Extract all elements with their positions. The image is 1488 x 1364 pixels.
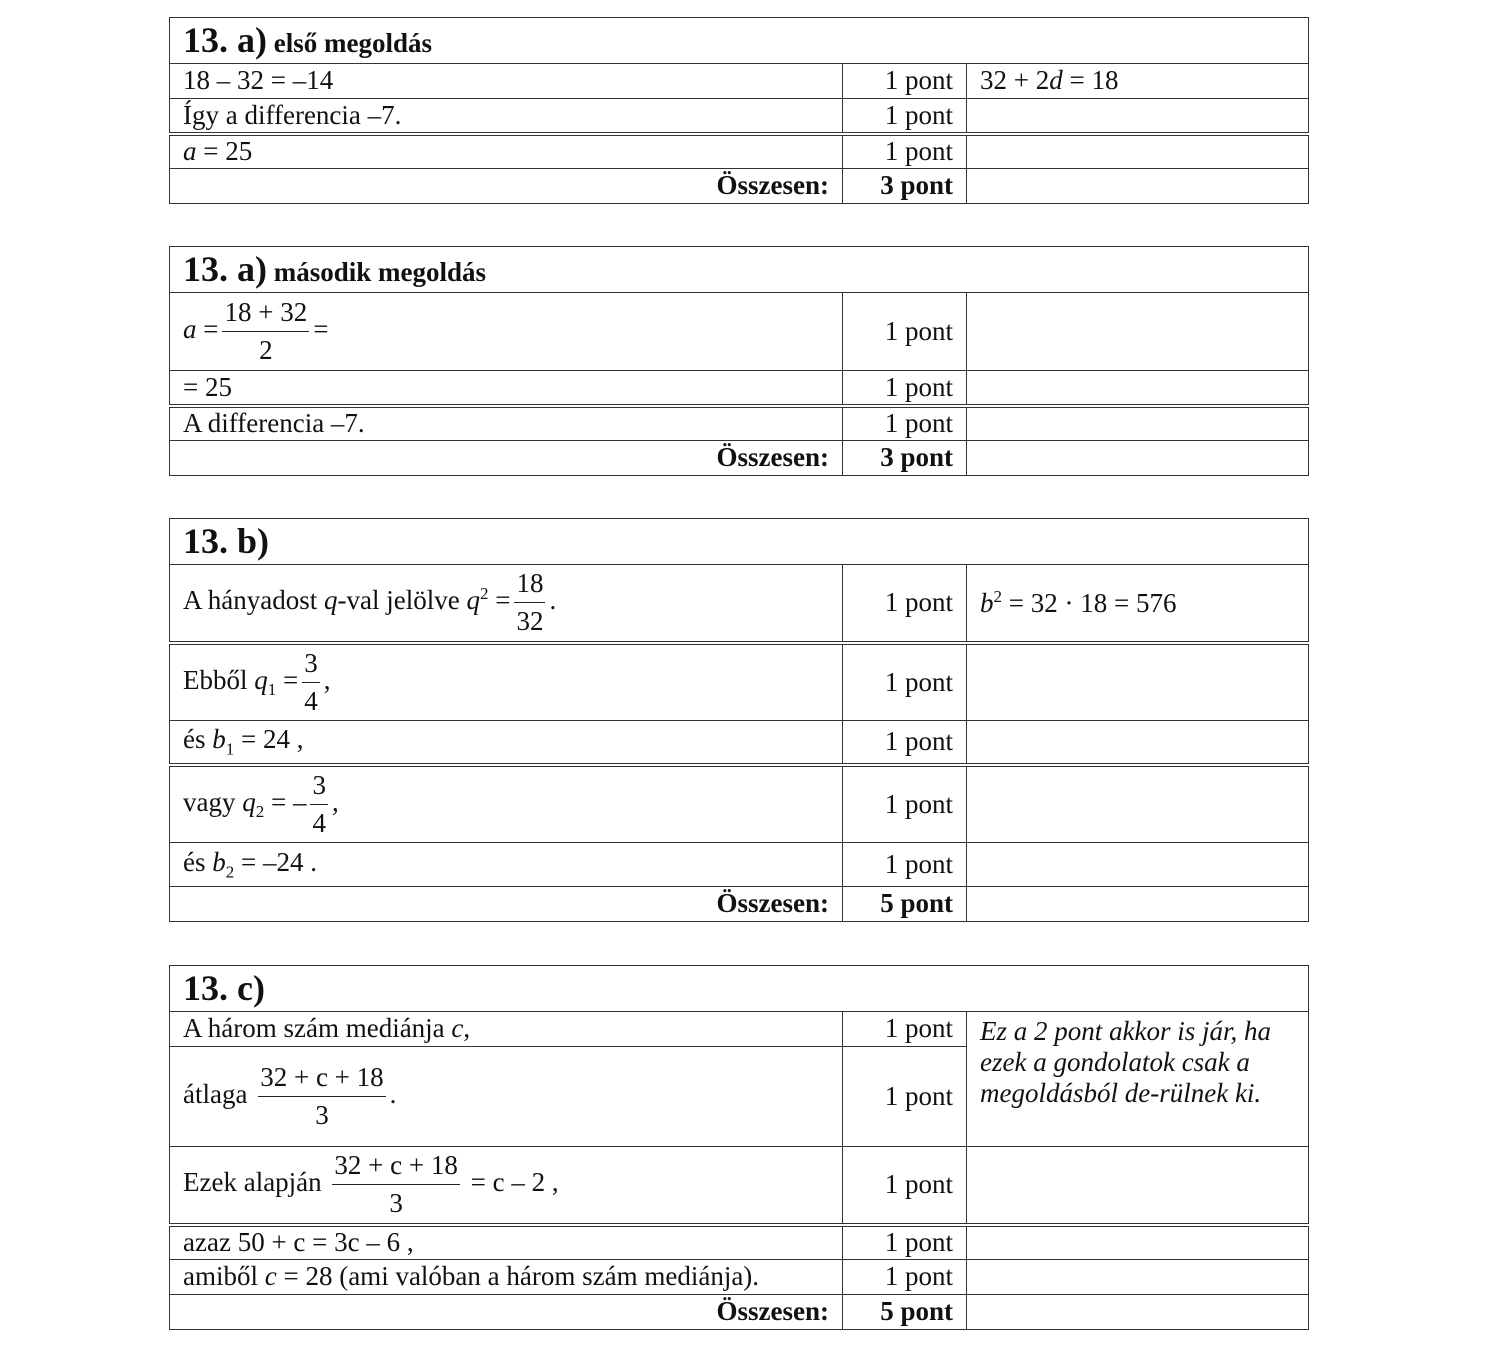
points: 1 pont xyxy=(843,99,967,134)
step-text: Így a differencia –7. xyxy=(170,99,843,134)
problem-number: 13. c) xyxy=(183,967,265,1008)
total-points: 3 pont xyxy=(843,169,967,204)
problem-number: 13. b) xyxy=(183,520,270,561)
total-points: 5 pont xyxy=(843,1295,967,1330)
step-note xyxy=(967,441,1309,476)
points: 1 pont xyxy=(843,643,967,721)
solution-table-13b xyxy=(169,518,1309,922)
step-note xyxy=(967,169,1309,204)
step-text: amiből c = 28 (ami valóban a három szám mediánja). xyxy=(170,1260,843,1295)
step-text: és $b_2 = -24$ . xyxy=(170,843,843,887)
step-note xyxy=(967,406,1309,441)
fraction: $\frac{3}{4}$ xyxy=(304,647,318,716)
total-label: Összesen: xyxy=(170,1295,843,1330)
solution-table-13a-first xyxy=(169,17,1309,204)
step-note xyxy=(967,1260,1309,1295)
fraction: $\frac{32 + c + 18}{3}$ xyxy=(334,1150,458,1219)
section-heading xyxy=(170,519,1309,565)
points: 1 pont xyxy=(843,721,967,765)
fraction: $\frac{18 + 32}{2}$ xyxy=(224,296,308,365)
step-text: Ebből $q_1$ = $\frac{3}{4}$ , xyxy=(170,643,843,721)
points: 1 pont xyxy=(843,765,967,843)
step-note xyxy=(967,765,1309,843)
total-points: 3 pont xyxy=(843,441,967,476)
total-points: 5 pont xyxy=(843,887,967,922)
fraction: $\frac{18}{32}$ xyxy=(516,568,544,637)
step-text: Ezek alapján $\frac{32 + c + 18}{3}$ = c – 2 , xyxy=(170,1147,843,1225)
step-note xyxy=(967,1295,1309,1330)
step-note xyxy=(967,1147,1309,1225)
problem-number: 13. a) xyxy=(183,248,267,289)
step-text: azaz 50 + c = 3c – 6 , xyxy=(170,1225,843,1260)
solution-table-13a-second xyxy=(169,246,1309,476)
step-note xyxy=(967,1225,1309,1260)
step-note: Ez a 2 pont akkor is jár, ha ezek a gondolatok csak a megoldásból de-rülnek ki. xyxy=(967,1012,1309,1147)
step-text: a = 25 xyxy=(170,134,843,169)
fraction: $\frac{32 + c + 18}{3}$ xyxy=(260,1061,384,1130)
step-note xyxy=(967,99,1309,134)
step-note xyxy=(967,643,1309,721)
solution-variant: első megoldás xyxy=(273,27,432,58)
step-note xyxy=(967,293,1309,371)
points: 1 pont xyxy=(843,1260,967,1295)
points: 1 pont xyxy=(843,1147,967,1225)
section-heading xyxy=(170,247,1309,293)
points: 1 pont xyxy=(843,406,967,441)
step-note xyxy=(967,134,1309,169)
points: 1 pont xyxy=(843,371,967,406)
solution-variant: második megoldás xyxy=(273,256,487,287)
total-label: Összesen: xyxy=(170,441,843,476)
step-text: vagy $q_2$ = – $\frac{3}{4}$ , xyxy=(170,765,843,843)
step-note: 32 + 2d = 18 xyxy=(967,64,1309,99)
problem-number: 13. a) xyxy=(183,19,267,60)
points: 1 pont xyxy=(843,1047,967,1147)
section-heading xyxy=(170,966,1309,1012)
section-heading xyxy=(170,18,1309,64)
points: 1 pont xyxy=(843,1012,967,1047)
step-text: A differencia –7. xyxy=(170,406,843,441)
solution-table-13c xyxy=(169,965,1309,1330)
points: 1 pont xyxy=(843,64,967,99)
step-note xyxy=(967,371,1309,406)
total-label: Összesen: xyxy=(170,887,843,922)
points: 1 pont xyxy=(843,293,967,371)
points: 1 pont xyxy=(843,843,967,887)
step-text: A hányadost q-val jelölve $q^2$ = $\frac{18}{32}$ . xyxy=(170,565,843,643)
step-text: = 25 xyxy=(170,371,843,406)
points: 1 pont xyxy=(843,1225,967,1260)
step-note xyxy=(967,887,1309,922)
step-text: a = $\frac{18 + 32}{2}$ = xyxy=(170,293,843,371)
step-note xyxy=(967,843,1309,887)
step-note: $b^2 = 32 \cdot 18 = 576$ xyxy=(967,565,1309,643)
step-text: és $b_1 = 24$ , xyxy=(170,721,843,765)
step-text: átlaga $\frac{32 + c + 18}{3}$ . xyxy=(170,1047,843,1147)
fraction: $\frac{3}{4}$ xyxy=(312,769,326,838)
step-text: 18 – 32 = –14 xyxy=(170,64,843,99)
step-note xyxy=(967,721,1309,765)
step-text: A három szám mediánja c, xyxy=(170,1012,843,1047)
total-label: Összesen: xyxy=(170,169,843,204)
points: 1 pont xyxy=(843,134,967,169)
points: 1 pont xyxy=(843,565,967,643)
